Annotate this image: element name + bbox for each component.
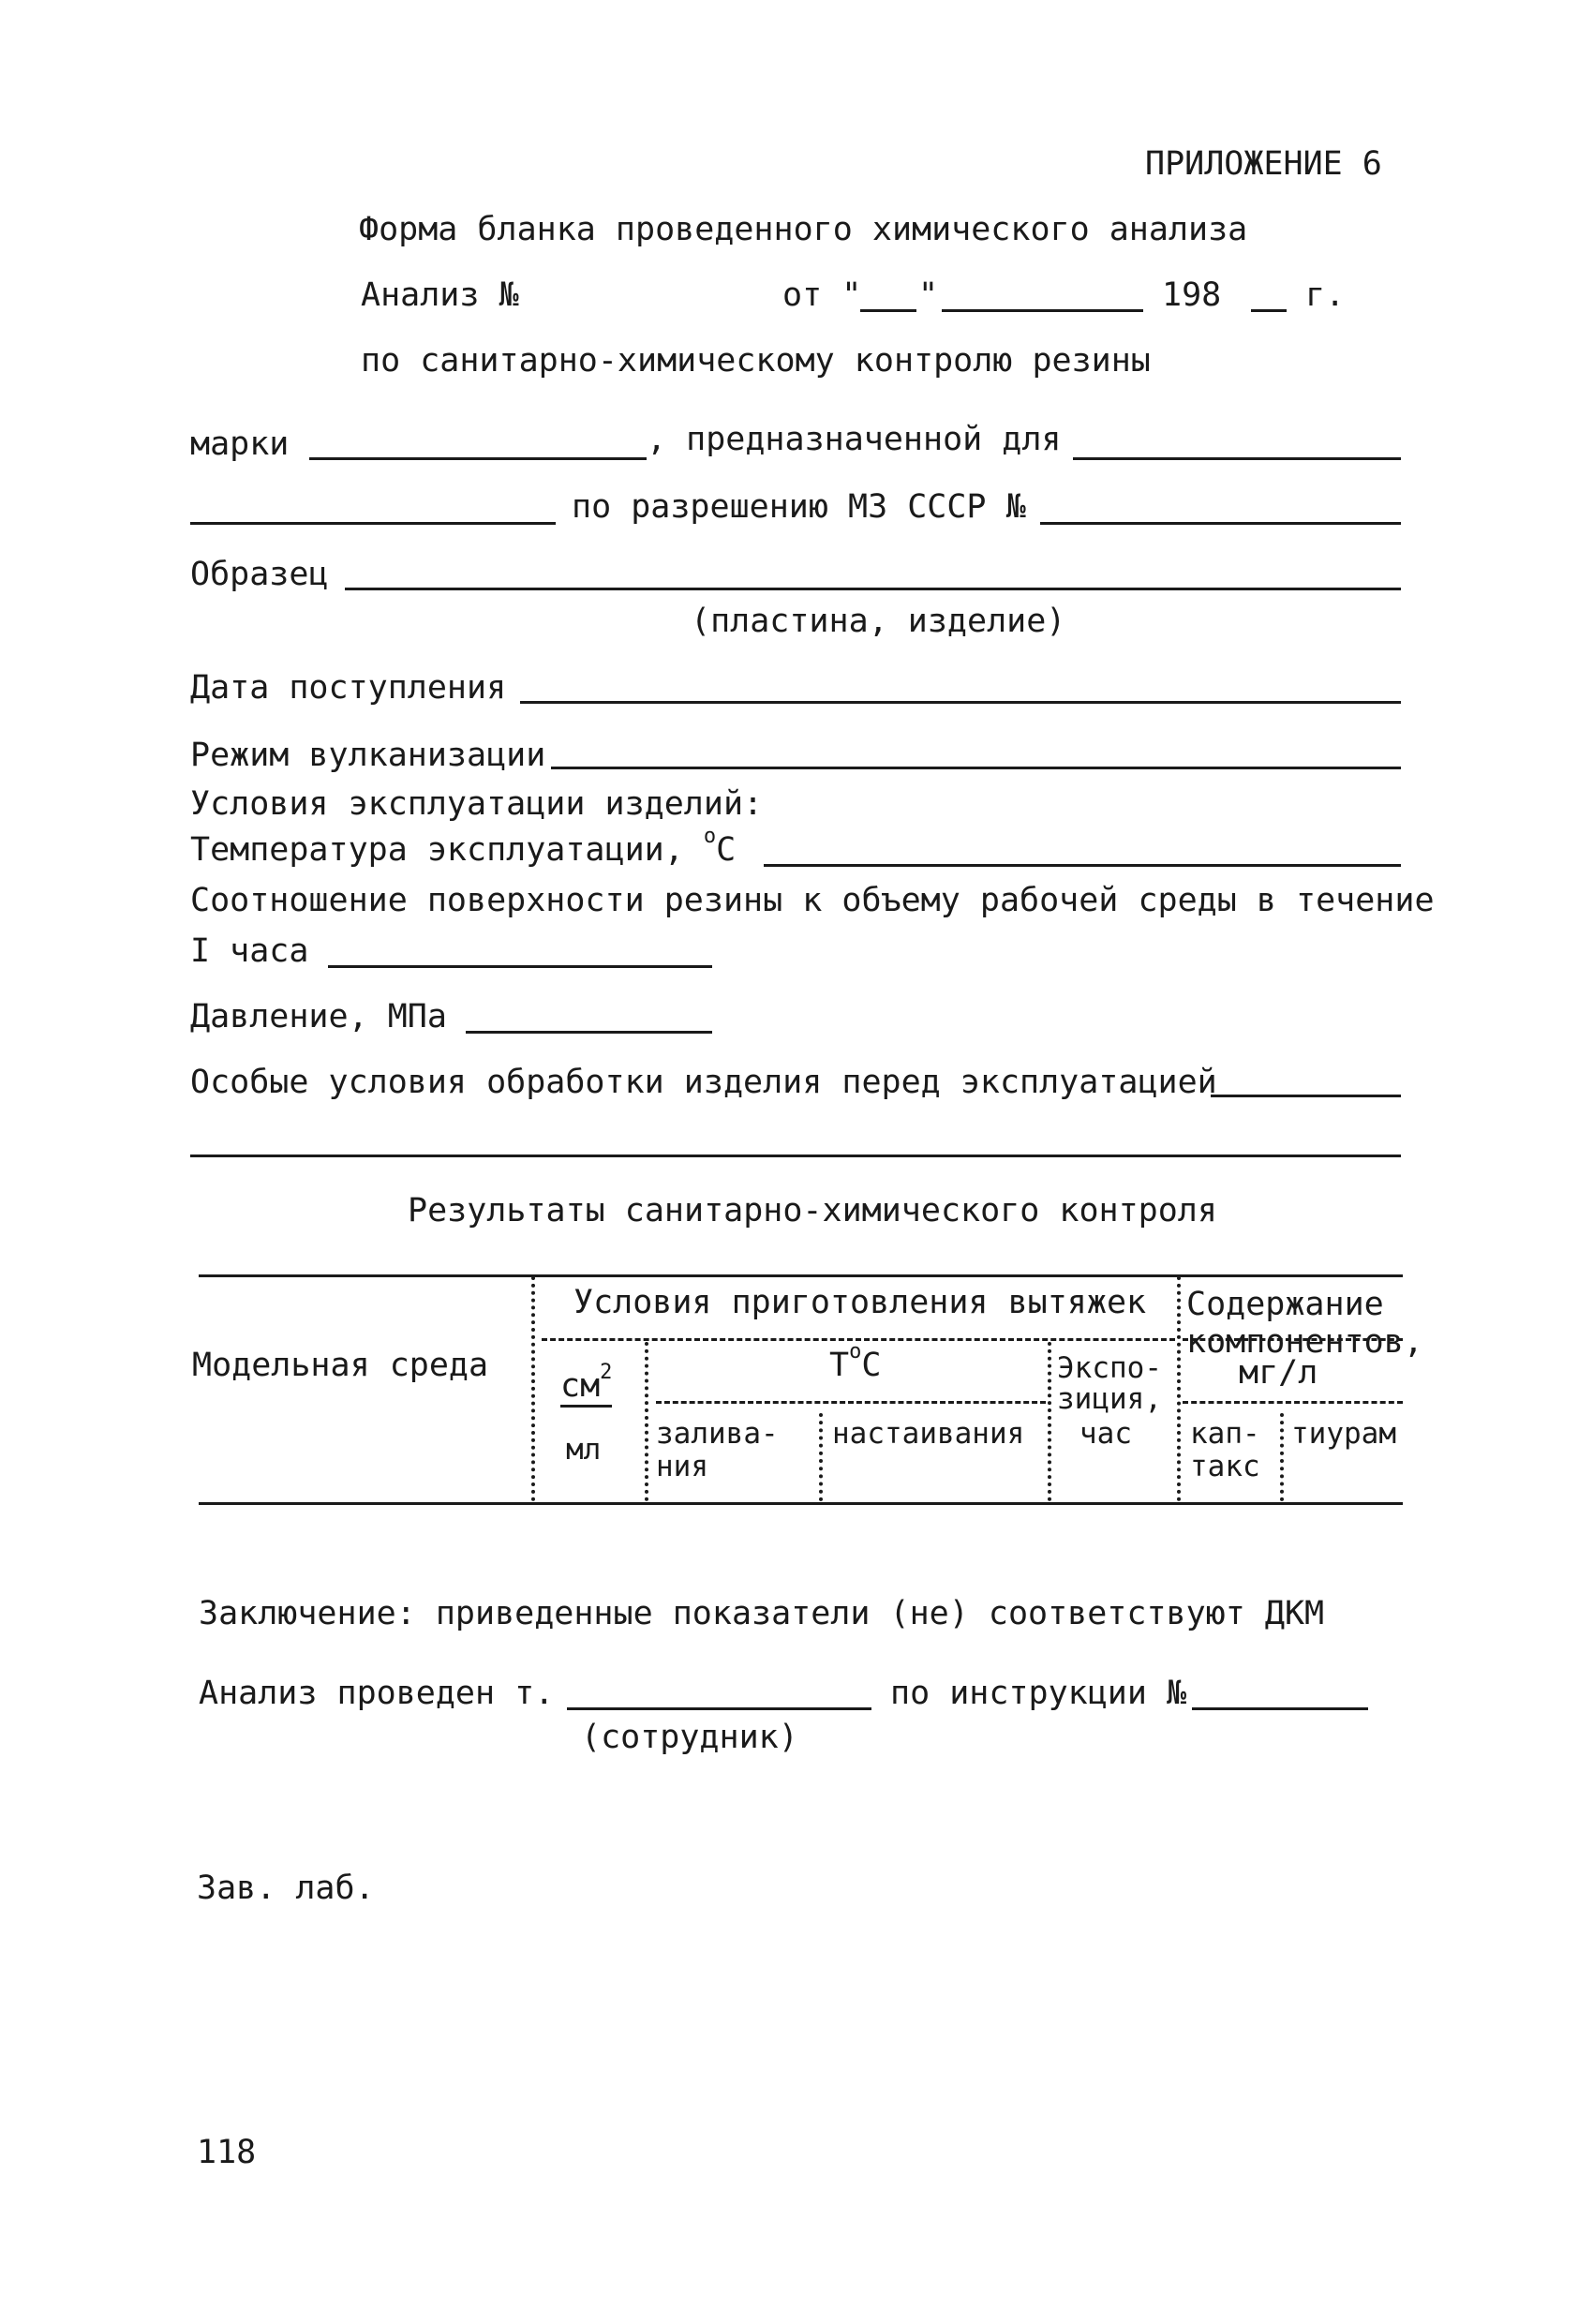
- year-prefix: 198: [1162, 276, 1222, 314]
- employee-hint: (сотрудник): [581, 1719, 798, 1756]
- permit-label: по разрешению МЗ СССР №: [572, 488, 1026, 526]
- group-conditions-header: Условия приготовления вытяжек: [573, 1284, 1147, 1321]
- table-top-border: [199, 1274, 1403, 1277]
- exposure-header-1: Экспо-: [1057, 1351, 1162, 1385]
- infusion-header: настаивания: [832, 1417, 1025, 1451]
- sample-hint: (пластина, изделие): [691, 603, 1066, 640]
- intended-for-label: , предназначенной для: [647, 421, 1062, 458]
- sample-field[interactable]: [345, 588, 1401, 590]
- operating-conditions-label: Условия эксплуатации изделий:: [190, 785, 764, 823]
- table-bottom-border: [199, 1502, 1403, 1505]
- sample-label: Образец: [190, 556, 329, 593]
- year-suffix: г.: [1305, 276, 1346, 314]
- analysis-number-label: Анализ №: [361, 276, 519, 314]
- exposure-header-3: час: [1079, 1417, 1132, 1451]
- receipt-date-field[interactable]: [520, 701, 1401, 704]
- subtitle: по санитарно-химическому контролю резины: [361, 342, 1151, 380]
- pour-header-1: залива-: [656, 1417, 779, 1451]
- head-of-lab-label: Зав. лаб.: [197, 1870, 375, 1907]
- employee-field[interactable]: [567, 1707, 871, 1710]
- special-conditions-label: Особые условия обработки изделия перед эксплуатацией: [190, 1064, 1217, 1101]
- pressure-field[interactable]: [466, 1031, 712, 1034]
- ratio-label: Соотношение поверхности резины к объему рабочей среды в течение: [190, 882, 1435, 919]
- temperature-label: Температура эксплуатации, $^o$C: [190, 825, 737, 869]
- pour-header-2: ния: [656, 1450, 708, 1483]
- captax-header-1: кап-: [1190, 1417, 1260, 1451]
- page-number: 118: [197, 2134, 257, 2171]
- intended-for-field[interactable]: [1073, 457, 1401, 460]
- brand-label: марки: [190, 425, 290, 463]
- ratio-numerator: $см^2$: [560, 1370, 612, 1408]
- analysis-date-from-label: от ": [782, 276, 862, 314]
- brand-field[interactable]: [309, 457, 647, 460]
- temperature-field[interactable]: [764, 864, 1401, 867]
- group-content-header-2: компонентов,: [1186, 1323, 1423, 1361]
- ratio-label-hour: I часа: [190, 932, 309, 970]
- vulcanization-field[interactable]: [551, 767, 1401, 769]
- instruction-label: по инструкции №: [890, 1675, 1187, 1712]
- year-field[interactable]: [1251, 309, 1287, 312]
- captax-header-2: такс: [1190, 1450, 1260, 1483]
- ratio-denominator: мл: [566, 1433, 602, 1467]
- temperature-header: $T^oC$: [829, 1340, 882, 1384]
- form-title: Форма бланка проведенного химического анализа: [359, 211, 1248, 248]
- ratio-field[interactable]: [328, 965, 712, 968]
- col-model-medium: Модельная среда: [192, 1347, 489, 1384]
- date-month-field[interactable]: [942, 309, 1143, 312]
- vulcanization-label: Режим вулканизации: [190, 737, 546, 774]
- intended-continued-field[interactable]: [190, 522, 556, 525]
- tiuram-header: тиурам: [1291, 1417, 1396, 1451]
- permit-number-field[interactable]: [1040, 522, 1401, 525]
- group-content-header-1: Содержание: [1186, 1286, 1384, 1323]
- date-quote: ": [918, 276, 939, 314]
- results-title: Результаты санитарно-химического контроля: [408, 1192, 1217, 1229]
- date-day-field[interactable]: [860, 309, 916, 312]
- receipt-date-label: Дата поступления: [190, 669, 507, 707]
- group-content-header-3: мг/л: [1239, 1354, 1318, 1392]
- instruction-number-field[interactable]: [1192, 1707, 1368, 1710]
- pressure-label: Давление, МПа: [190, 998, 447, 1035]
- exposure-header-2: зиция,: [1057, 1382, 1162, 1416]
- special-conditions-field-continued[interactable]: [190, 1155, 1401, 1157]
- appendix-label: ПРИЛОЖЕНИЕ 6: [1145, 145, 1382, 183]
- special-conditions-field[interactable]: [1211, 1095, 1401, 1097]
- conclusion: Заключение: приведенные показатели (не) соответствуют ДКМ: [199, 1595, 1325, 1632]
- performed-by-label: Анализ проведен т.: [199, 1675, 555, 1712]
